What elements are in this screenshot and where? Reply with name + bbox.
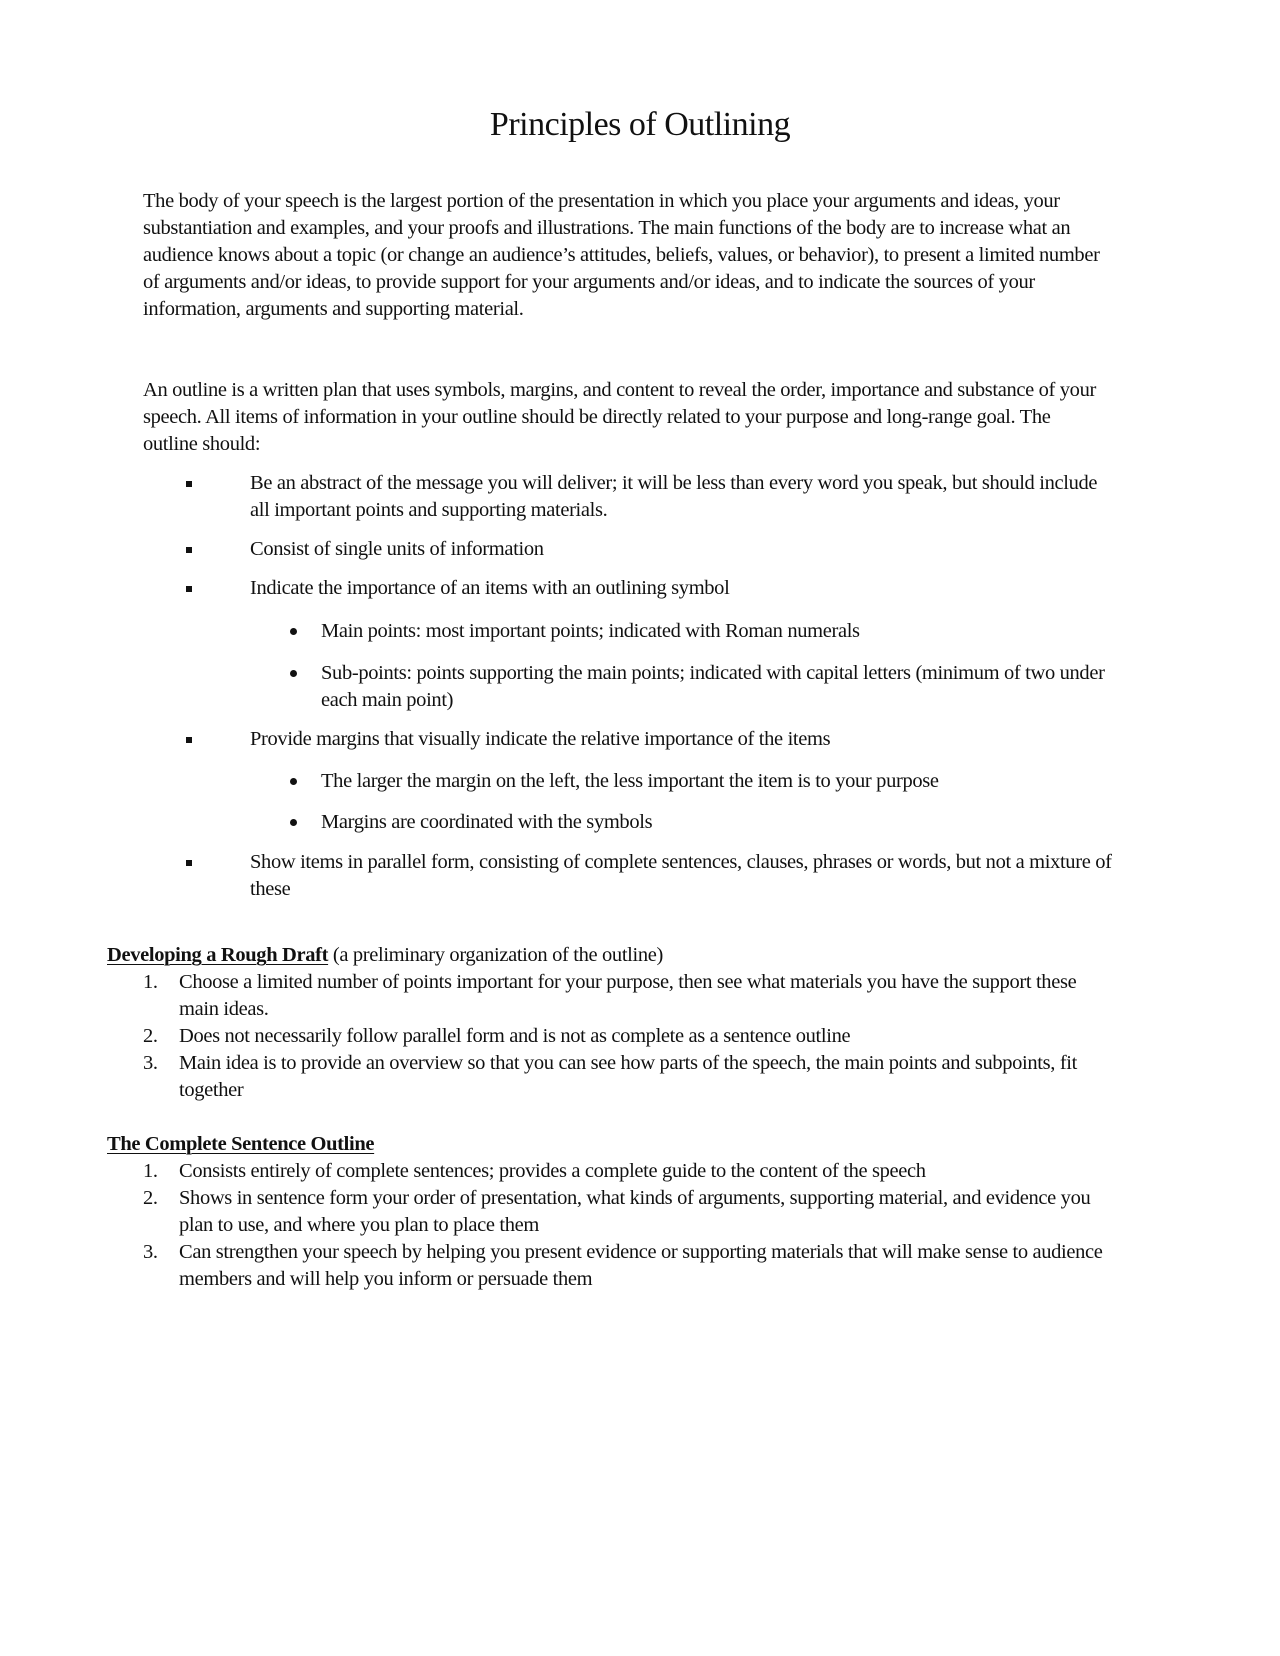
round-bullet-icon — [290, 819, 297, 826]
square-bullet-icon — [186, 481, 192, 487]
sentence-outline-heading: The Complete Sentence Outline — [107, 1133, 375, 1155]
square-bullet-icon — [186, 860, 192, 866]
square-bullet-icon — [186, 586, 192, 592]
intro-paragraph: The body of your speech is the largest portion of the presentation in which you place your arguments and ideas, your substantiation and examples, and your proofs and illustrations. The main functions of the body are to increase what an audience knows about a topic (or change an audience’s attitudes, beliefs, values, or behavior), to present a limited number of arguments and/or ideas, to provide support for your arguments and/or ideas, and to indicate the sources of your information, arguments and supporting material. — [143, 190, 1100, 320]
page-title: Principles of Outlining — [489, 106, 791, 143]
outline-paragraph: An outline is a written plan that uses symbols, margins, and content to reveal the order, importance and substance of your speech. All items of information in your outline should be directly related to your purpose and long-range goal. The outline should: — [143, 379, 1096, 455]
square-bullet-icon — [186, 737, 192, 743]
rough-draft-heading: Developing a Rough Draft (a preliminary organization of the outline) — [107, 944, 663, 966]
round-bullet-icon — [290, 778, 297, 785]
round-bullet-icon — [290, 670, 297, 677]
square-bullet-icon — [186, 547, 192, 553]
round-bullet-icon — [290, 628, 297, 635]
